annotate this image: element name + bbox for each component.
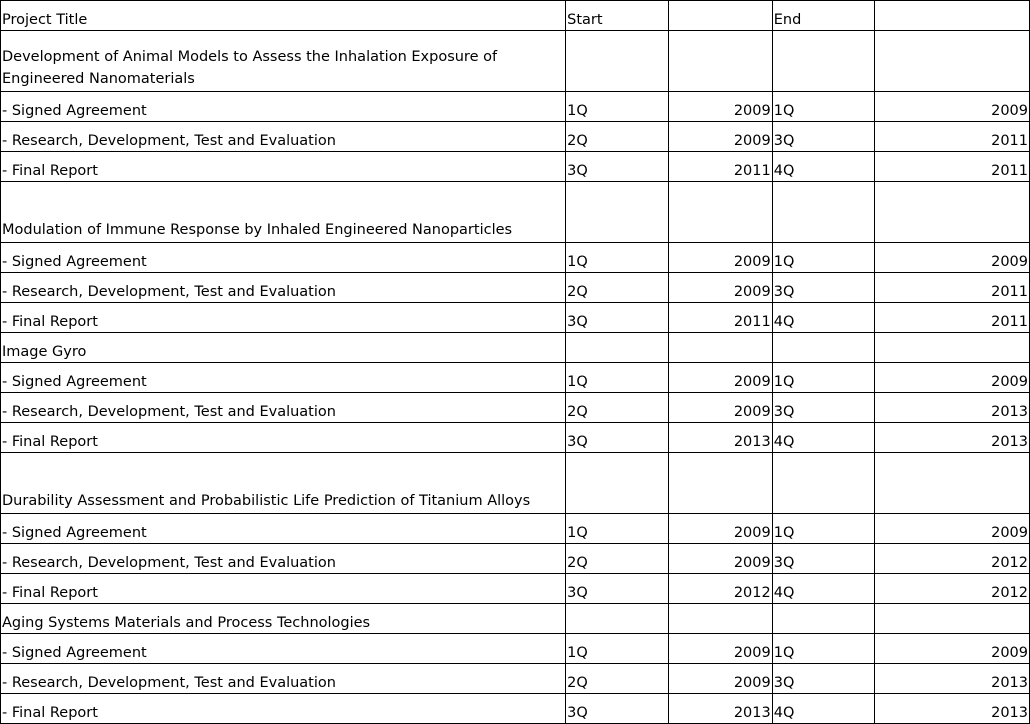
empty-cell[interactable]	[566, 31, 669, 92]
end-quarter-cell[interactable]: 3Q	[772, 122, 874, 152]
start-quarter-cell[interactable]: 2Q	[566, 544, 669, 574]
task-label-cell[interactable]: - Signed Agreement	[1, 363, 566, 393]
task-row	[1, 243, 1030, 273]
start-quarter-cell[interactable]: 3Q	[566, 694, 669, 724]
task-label-cell[interactable]: - Final Report	[1, 423, 566, 453]
start-year-cell[interactable]: 2009	[669, 634, 772, 664]
task-label-cell[interactable]: - Signed Agreement	[1, 634, 566, 664]
end-quarter-cell[interactable]: 4Q	[772, 574, 874, 604]
header-end[interactable]: End	[772, 1, 874, 31]
end-quarter-cell[interactable]: 1Q	[772, 634, 874, 664]
empty-cell[interactable]	[772, 31, 874, 92]
task-row	[1, 694, 1030, 724]
task-label-cell[interactable]: - Final Report	[1, 152, 566, 182]
end-year-cell[interactable]: 2013	[875, 423, 1030, 453]
start-quarter-cell[interactable]: 3Q	[566, 152, 669, 182]
task-row	[1, 122, 1030, 152]
task-row	[1, 92, 1030, 122]
header-start[interactable]: Start	[566, 1, 669, 31]
task-label-cell[interactable]: - Research, Development, Test and Evaluation	[1, 664, 566, 694]
empty-cell[interactable]	[669, 182, 772, 243]
end-year-cell[interactable]: 2009	[875, 634, 1030, 664]
start-year-cell[interactable]: 2009	[669, 393, 772, 423]
end-quarter-cell[interactable]: 4Q	[772, 303, 874, 333]
empty-cell[interactable]	[875, 333, 1030, 363]
start-year-cell[interactable]: 2009	[669, 243, 772, 273]
task-row	[1, 574, 1030, 604]
end-quarter-cell[interactable]: 1Q	[772, 514, 874, 544]
task-row	[1, 303, 1030, 333]
end-quarter-cell[interactable]: 4Q	[772, 694, 874, 724]
empty-cell[interactable]	[875, 182, 1030, 243]
end-year-cell[interactable]: 2013	[875, 664, 1030, 694]
header-row	[1, 1, 1030, 31]
empty-cell[interactable]	[566, 604, 669, 634]
start-year-cell[interactable]: 2011	[669, 152, 772, 182]
start-quarter-cell[interactable]: 1Q	[566, 514, 669, 544]
task-row	[1, 634, 1030, 664]
header-empty-cell[interactable]	[875, 1, 1030, 31]
end-quarter-cell[interactable]: 3Q	[772, 544, 874, 574]
task-row	[1, 544, 1030, 574]
project-title-cell[interactable]: Image Gyro	[1, 333, 566, 363]
task-row	[1, 363, 1030, 393]
project-row	[1, 182, 1030, 243]
end-year-cell[interactable]: 2011	[875, 273, 1030, 303]
start-quarter-cell[interactable]: 1Q	[566, 243, 669, 273]
task-label-cell[interactable]: - Research, Development, Test and Evaluation	[1, 544, 566, 574]
empty-cell[interactable]	[772, 333, 874, 363]
end-year-cell[interactable]: 2009	[875, 514, 1030, 544]
task-label-cell[interactable]: - Final Report	[1, 694, 566, 724]
empty-cell[interactable]	[566, 333, 669, 363]
start-year-cell[interactable]: 2013	[669, 423, 772, 453]
project-row	[1, 333, 1030, 363]
end-year-cell[interactable]: 2012	[875, 574, 1030, 604]
empty-cell[interactable]	[772, 182, 874, 243]
start-year-cell[interactable]: 2011	[669, 303, 772, 333]
end-quarter-cell[interactable]: 3Q	[772, 664, 874, 694]
empty-cell[interactable]	[566, 453, 669, 514]
start-quarter-cell[interactable]: 3Q	[566, 303, 669, 333]
task-label-cell[interactable]: - Research, Development, Test and Evaluation	[1, 273, 566, 303]
empty-cell[interactable]	[669, 604, 772, 634]
end-year-cell[interactable]: 2009	[875, 243, 1030, 273]
project-title-cell[interactable]: Aging Systems Materials and Process Technologies	[1, 604, 566, 634]
empty-cell[interactable]	[772, 604, 874, 634]
task-label-cell[interactable]: - Research, Development, Test and Evaluation	[1, 393, 566, 423]
task-row	[1, 514, 1030, 544]
end-year-cell[interactable]: 2012	[875, 544, 1030, 574]
start-quarter-cell[interactable]: 3Q	[566, 423, 669, 453]
end-year-cell[interactable]: 2009	[875, 363, 1030, 393]
end-year-cell[interactable]: 2011	[875, 122, 1030, 152]
start-year-cell[interactable]: 2009	[669, 92, 772, 122]
empty-cell[interactable]	[772, 453, 874, 514]
end-quarter-cell[interactable]: 1Q	[772, 92, 874, 122]
start-quarter-cell[interactable]: 1Q	[566, 634, 669, 664]
empty-cell[interactable]	[566, 182, 669, 243]
task-row	[1, 152, 1030, 182]
start-year-cell[interactable]: 2009	[669, 514, 772, 544]
end-quarter-cell[interactable]: 1Q	[772, 363, 874, 393]
project-row	[1, 31, 1030, 92]
empty-cell[interactable]	[669, 31, 772, 92]
start-year-cell[interactable]: 2009	[669, 664, 772, 694]
empty-cell[interactable]	[875, 604, 1030, 634]
start-quarter-cell[interactable]: 3Q	[566, 574, 669, 604]
start-quarter-cell[interactable]: 2Q	[566, 122, 669, 152]
project-row	[1, 604, 1030, 634]
task-label-cell[interactable]: - Research, Development, Test and Evaluation	[1, 122, 566, 152]
start-quarter-cell[interactable]: 2Q	[566, 273, 669, 303]
start-year-cell[interactable]: 2009	[669, 122, 772, 152]
task-label-cell[interactable]: - Final Report	[1, 303, 566, 333]
project-title-cell[interactable]: Modulation of Immune Response by Inhaled Engineered Nanoparticles	[1, 182, 566, 243]
start-year-cell[interactable]: 2013	[669, 694, 772, 724]
task-label-cell[interactable]: - Signed Agreement	[1, 92, 566, 122]
end-quarter-cell[interactable]: 4Q	[772, 152, 874, 182]
end-quarter-cell[interactable]: 3Q	[772, 273, 874, 303]
header-project-title[interactable]: Project Title	[1, 1, 566, 31]
header-empty-cell[interactable]	[669, 1, 772, 31]
task-row	[1, 664, 1030, 694]
empty-cell[interactable]	[875, 31, 1030, 92]
start-quarter-cell[interactable]: 1Q	[566, 92, 669, 122]
project-title-cell[interactable]: Development of Animal Models to Assess the Inhalation Exposure of Engineered Nanomaterials	[1, 31, 566, 92]
end-year-cell[interactable]: 2009	[875, 92, 1030, 122]
end-quarter-cell[interactable]: 3Q	[772, 393, 874, 423]
project-title-cell[interactable]: Durability Assessment and Probabilistic Life Prediction of Titanium Alloys	[1, 453, 566, 514]
task-row	[1, 423, 1030, 453]
task-row	[1, 273, 1030, 303]
task-label-cell[interactable]: - Signed Agreement	[1, 514, 566, 544]
task-label-cell[interactable]: - Signed Agreement	[1, 243, 566, 273]
end-year-cell[interactable]: 2013	[875, 694, 1030, 724]
task-label-cell[interactable]: - Final Report	[1, 574, 566, 604]
start-quarter-cell[interactable]: 1Q	[566, 363, 669, 393]
start-quarter-cell[interactable]: 2Q	[566, 393, 669, 423]
empty-cell[interactable]	[875, 453, 1030, 514]
start-year-cell[interactable]: 2009	[669, 363, 772, 393]
end-year-cell[interactable]: 2011	[875, 303, 1030, 333]
start-year-cell[interactable]: 2012	[669, 574, 772, 604]
end-year-cell[interactable]: 2011	[875, 152, 1030, 182]
end-quarter-cell[interactable]: 4Q	[772, 423, 874, 453]
empty-cell[interactable]	[669, 333, 772, 363]
start-year-cell[interactable]: 2009	[669, 273, 772, 303]
end-year-cell[interactable]: 2013	[875, 393, 1030, 423]
start-year-cell[interactable]: 2009	[669, 544, 772, 574]
start-quarter-cell[interactable]: 2Q	[566, 664, 669, 694]
empty-cell[interactable]	[669, 453, 772, 514]
project-row	[1, 453, 1030, 514]
task-row	[1, 393, 1030, 423]
end-quarter-cell[interactable]: 1Q	[772, 243, 874, 273]
